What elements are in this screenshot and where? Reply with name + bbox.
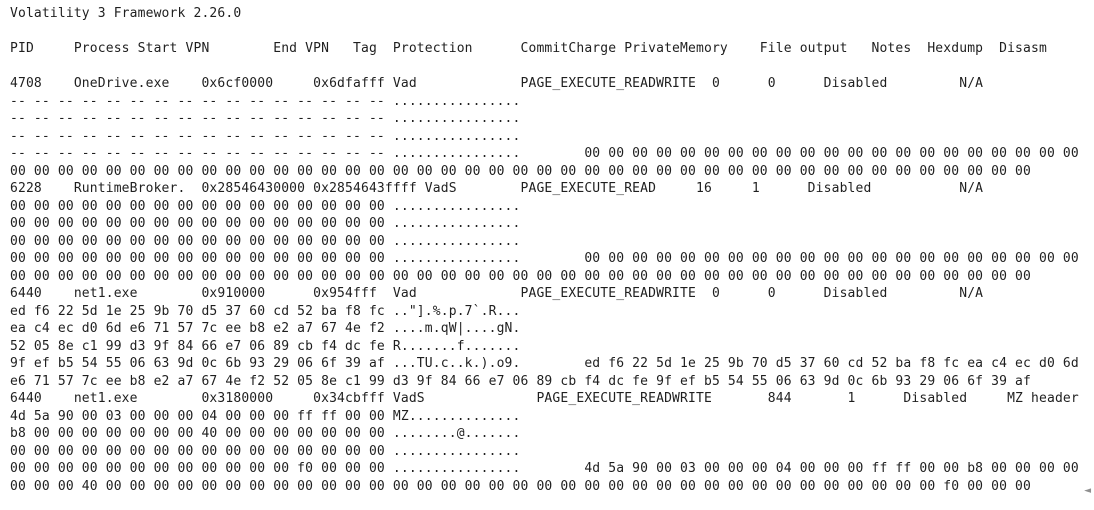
terminal-line: 6228 RuntimeBroker. 0x28546430000 0x2854643ffff VadS PAGE_EXECUTE_READ 16 1 Disabled N/A <box>10 181 984 196</box>
terminal-line: -- -- -- -- -- -- -- -- -- -- -- -- -- -- -- -- ................ <box>10 93 521 109</box>
terminal-line: 4708 OneDrive.exe 0x6cf0000 0x6dfafff Vad PAGE_EXECUTE_READWRITE 0 0 Disabled N/A <box>10 76 984 91</box>
terminal-line: PID Process Start VPN End VPN Tag Protection CommitCharge PrivateMemory File output Notes Hexdump Disasm <box>10 41 1047 56</box>
terminal-line: 00 00 00 00 00 00 00 00 00 00 00 00 f0 00 00 00 ................ 4d 5a 90 00 03 00 00 00 04 00 00 00 ff ff 00 00 b8 00 00 00 00 <box>10 461 1079 476</box>
terminal-line: 00 00 00 00 00 00 00 00 00 00 00 00 00 00 00 00 ................ <box>10 233 521 249</box>
terminal-line: 00 00 00 00 00 00 00 00 00 00 00 00 00 00 00 00 00 00 00 00 00 00 00 00 00 00 00 00 00 00 00 00 00 00 00 00 00 00 00 00 00 00 00 <box>10 163 1032 179</box>
terminal-line: e6 71 57 7c ee b8 e2 a7 67 4e f2 52 05 8e c1 99 d3 9f 84 66 e7 06 89 cb f4 dc fe 9f ef b5 54 55 06 63 9d 0c 6b 93 29 06 6f 39 af <box>10 373 1032 389</box>
terminal-line: 00 00 00 00 00 00 00 00 00 00 00 00 00 00 00 00 ................ 00 00 00 00 00 00 00 00 00 00 00 00 00 00 00 00 00 00 00 00 00 <box>10 251 1079 266</box>
terminal-line: -- -- -- -- -- -- -- -- -- -- -- -- -- -- -- -- ................ <box>10 111 521 126</box>
terminal-line: 00 00 00 40 00 00 00 00 00 00 00 00 00 00 00 00 00 00 00 00 00 00 00 00 00 00 00 00 00 00 00 00 00 00 00 00 00 00 00 f0 00 00 00 <box>10 478 1032 494</box>
terminal-line: 00 00 00 00 00 00 00 00 00 00 00 00 00 00 00 00 ................ <box>10 216 521 231</box>
terminal-line: Volatility 3 Framework 2.26.0 <box>10 6 242 21</box>
terminal-line: 00 00 00 00 00 00 00 00 00 00 00 00 00 00 00 00 00 00 00 00 00 00 00 00 00 00 00 00 00 00 00 00 00 00 00 00 00 00 00 00 00 00 00 <box>10 268 1032 284</box>
terminal-line: -- -- -- -- -- -- -- -- -- -- -- -- -- -- -- -- ................ <box>10 128 521 144</box>
terminal-line: 00 00 00 00 00 00 00 00 00 00 00 00 00 00 00 00 ................ <box>10 443 521 459</box>
terminal-line: 6440 net1.exe 0x3180000 0x34cbfff VadS PAGE_EXECUTE_READWRITE 844 1 Disabled MZ header <box>10 391 1079 406</box>
scroll-arrow-icon: ◄ <box>1084 486 1091 496</box>
terminal-line: 52 05 8e c1 99 d3 9f 84 66 e7 06 89 cb f4 dc fe R.......f....... <box>10 338 521 354</box>
terminal-line: ed f6 22 5d 1e 25 9b 70 d5 37 60 cd 52 ba f8 fc .."].%.p.7`.R... <box>10 303 521 319</box>
terminal-line: -- -- -- -- -- -- -- -- -- -- -- -- -- -- -- -- ................ 00 00 00 00 00 00 00 00 00 00 00 00 00 00 00 00 00 00 00 00 00 <box>10 146 1079 161</box>
terminal-line: 6440 net1.exe 0x910000 0x954fff Vad PAGE_EXECUTE_READWRITE 0 0 Disabled N/A <box>10 286 984 301</box>
terminal-line: 9f ef b5 54 55 06 63 9d 0c 6b 93 29 06 6f 39 af ...TU.c..k.).o9. ed f6 22 5d 1e 25 9b 70 d5 37 60 cd 52 ba f8 fc ea c4 ec d0 6d <box>10 356 1079 371</box>
terminal-line <box>10 23 1094 41</box>
terminal-line: 00 00 00 00 00 00 00 00 00 00 00 00 00 00 00 00 ................ <box>10 198 521 214</box>
terminal-line: 4d 5a 90 00 03 00 00 00 04 00 00 00 ff ff 00 00 MZ.............. <box>10 408 521 424</box>
terminal-line <box>10 58 1094 76</box>
terminal-line: b8 00 00 00 00 00 00 00 40 00 00 00 00 00 00 00 ........@....... <box>10 426 521 441</box>
terminal-line: ea c4 ec d0 6d e6 71 57 7c ee b8 e2 a7 67 4e f2 ....m.qW|....gN. <box>10 321 521 336</box>
